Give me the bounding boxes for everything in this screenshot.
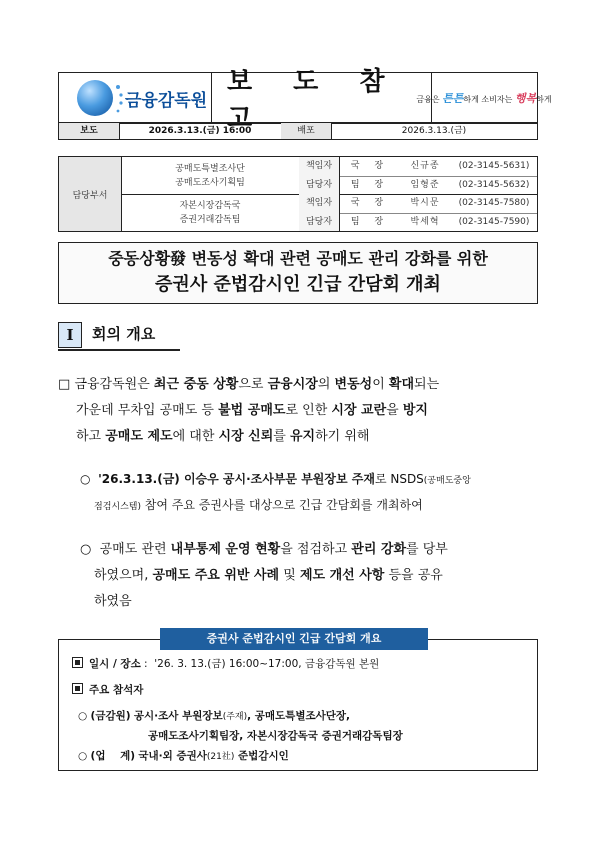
release-row xyxy=(58,122,538,140)
p3-text: 하였으며, xyxy=(94,568,153,583)
industry-c: 준법감시인 xyxy=(234,750,289,762)
slogan-highlight-2: 행복 xyxy=(514,92,537,105)
fss-line2: 공매도조사기획팀장, 자본시장감독국 증권거래감독팀장 xyxy=(148,730,403,742)
contact-row xyxy=(299,213,537,232)
square-bullet-icon xyxy=(72,683,83,694)
unit-2 xyxy=(121,194,300,231)
summary-when xyxy=(72,656,379,671)
when-value: '26. 3. 13.(금) 16:00~17:00, 금융감독원 본원 xyxy=(154,658,380,670)
contact-role: 책임자 xyxy=(299,194,340,213)
contact-name: 박시문 xyxy=(410,198,440,208)
p3-text: 하였음 xyxy=(94,594,132,609)
dept-label: 담당부서 xyxy=(59,157,122,231)
contact-position: 국 장 xyxy=(350,161,390,171)
circle-bullet-icon: ○ xyxy=(80,542,92,557)
circle-bullet-icon: ○ xyxy=(78,710,88,722)
p1-bold: 시장 신뢰 xyxy=(218,429,274,444)
contact-phone: (02-3145-5632) xyxy=(458,179,530,190)
contact-position: 팀 장 xyxy=(350,216,390,227)
p2-small: 점검시스템) xyxy=(94,502,141,512)
headline-line2: 증권사 준법감시인 긴급 간담회 개최 xyxy=(155,274,441,295)
contact-name: 임형준 xyxy=(410,179,440,190)
industry-a: 국내·외 증권사 xyxy=(138,750,207,762)
headline-line1: 중동상황發 변동성 확대 관련 공매도 관리 강화를 위한 xyxy=(108,249,488,268)
summary-attendees xyxy=(72,682,143,697)
p1-bold: 방지 xyxy=(402,403,428,418)
paragraph-2 xyxy=(80,467,538,519)
contact-role: 담당자 xyxy=(299,213,340,232)
p1-bold: 시장 교란 xyxy=(331,403,387,418)
p3-bold: 관리 강화 xyxy=(351,542,407,557)
fss-logo xyxy=(59,73,212,123)
fss-chair: (주재) xyxy=(222,712,248,722)
distribution-date: 2026.3.13.(금) xyxy=(401,126,467,136)
fss-label: (금감원) xyxy=(90,710,131,722)
paragraph-3 xyxy=(80,537,538,615)
p3-text: 을 점검하고 xyxy=(280,542,352,557)
p1-bold: 공매도 제도 xyxy=(105,429,173,444)
p1-bold: 변동성 xyxy=(334,377,373,392)
p1-text: 하고 xyxy=(76,429,106,444)
p1-text: 에 대한 xyxy=(172,429,219,444)
when-label: 일시 / 장소 xyxy=(89,658,141,670)
slogan-highlight-1: 튼튼 xyxy=(442,92,464,105)
contact-position: 팀 장 xyxy=(350,179,390,190)
contact-phone: (02-3145-7590) xyxy=(458,216,530,227)
contact-phone: (02-3145-5631) xyxy=(458,161,530,171)
p2-text: 참여 주요 증권사를 대상으로 긴급 간담회를 개최하여 xyxy=(140,498,423,512)
p1-bold: 최근 중동 상황 xyxy=(153,377,239,392)
slogan xyxy=(416,73,552,123)
paragraph-1 xyxy=(58,372,538,450)
p1-text: 가운데 무차입 공매도 등 xyxy=(76,403,219,418)
p1-text: 으로 xyxy=(238,377,268,392)
circle-bullet-icon: ○ xyxy=(78,750,88,762)
globe-logo-icon xyxy=(77,80,113,116)
p3-text: 등을 공유 xyxy=(384,568,443,583)
circle-bullet-icon: ○ xyxy=(80,472,91,486)
summary-fss xyxy=(78,708,350,723)
contact-name: 신규종 xyxy=(410,161,440,171)
p1-text: 을 xyxy=(386,403,403,418)
contact-phone: (02-3145-7580) xyxy=(458,198,530,208)
p1-text: 이 xyxy=(372,377,389,392)
p1-bold: 불법 공매도 xyxy=(218,403,286,418)
section-number: Ⅰ xyxy=(58,322,82,348)
contacts-table xyxy=(58,156,538,232)
contact-role: 책임자 xyxy=(299,157,340,176)
logo-text: 금융감독원 xyxy=(125,91,208,111)
p3-bold: 내부통제 운영 현황 xyxy=(170,542,281,557)
p3-text: 를 당부 xyxy=(406,542,448,557)
p3-text: 및 xyxy=(279,568,300,583)
p1-text: 하기 위해 xyxy=(315,429,370,444)
unit-2-line1: 자본시장감독국 xyxy=(179,200,241,211)
slogan-pre: 금융은 xyxy=(416,95,443,104)
attendees-label: 주요 참석자 xyxy=(89,684,144,696)
contact-row xyxy=(299,176,537,196)
fss-line1-rest: , 공매도특별조사단장, xyxy=(247,710,351,722)
summary-fss-2 xyxy=(148,728,403,743)
industry-label: (업 계) xyxy=(90,750,136,762)
p3-bold: 공매도 주요 위반 사례 xyxy=(152,568,280,583)
summary-label: 증권사 준법감시인 긴급 간담회 개요 xyxy=(160,628,428,650)
logo-dots-icon xyxy=(111,81,125,115)
contact-name: 박세혁 xyxy=(410,216,440,227)
unit-1-line1: 공매도특별조사단 xyxy=(175,163,245,174)
p1-text: 되는 xyxy=(414,377,440,392)
p3-bold: 제도 개선 사항 xyxy=(299,568,385,583)
when-sep: : xyxy=(140,658,151,670)
square-bullet-icon xyxy=(72,657,83,668)
slogan-mid: 하게 소비자는 xyxy=(463,95,515,104)
p2-bold: '26.3.13.(금) 이승우 공시·조사부문 부원장보 주재 xyxy=(98,472,375,486)
p2-text: 로 NSDS xyxy=(374,472,424,486)
p1-bold: 금융시장 xyxy=(267,377,318,392)
section-title: 회의 개요 xyxy=(92,325,156,343)
contact-row xyxy=(299,194,537,214)
industry-count: (21社) xyxy=(206,752,235,762)
p1-text: 금융감독원은 xyxy=(74,377,154,392)
p1-bold: 유지 xyxy=(290,429,316,444)
release-label: 보도 xyxy=(59,123,120,139)
p3-text: 공매도 관련 xyxy=(99,542,171,557)
p1-text: 를 xyxy=(273,429,290,444)
square-bullet-icon: □ xyxy=(58,377,71,392)
p1-text: 로 인한 xyxy=(285,403,332,418)
unit-1-line2: 공매도조사기획팀 xyxy=(175,177,245,188)
p1-bold: 확대 xyxy=(388,377,415,392)
doc-type-title: 보 도 참 고 xyxy=(227,67,401,134)
p1-text: 의 xyxy=(317,377,335,392)
slogan-post: 하게 xyxy=(536,95,552,104)
p2-small: (공매도중앙 xyxy=(423,476,471,486)
unit-2-line2: 증권거래감독팀 xyxy=(179,214,241,225)
contact-role: 담당자 xyxy=(299,176,340,195)
headline-box xyxy=(58,242,538,304)
section-underline xyxy=(58,349,180,351)
unit-1 xyxy=(121,157,300,195)
contact-row xyxy=(299,157,537,177)
release-date: 2026.3.13.(금) 16:00 xyxy=(119,123,282,139)
contact-position: 국 장 xyxy=(350,198,390,208)
distribution-label: 배포 xyxy=(281,123,332,139)
fss-line1: 공시·조사 부원장보 xyxy=(133,710,223,722)
summary-industry xyxy=(78,748,289,763)
